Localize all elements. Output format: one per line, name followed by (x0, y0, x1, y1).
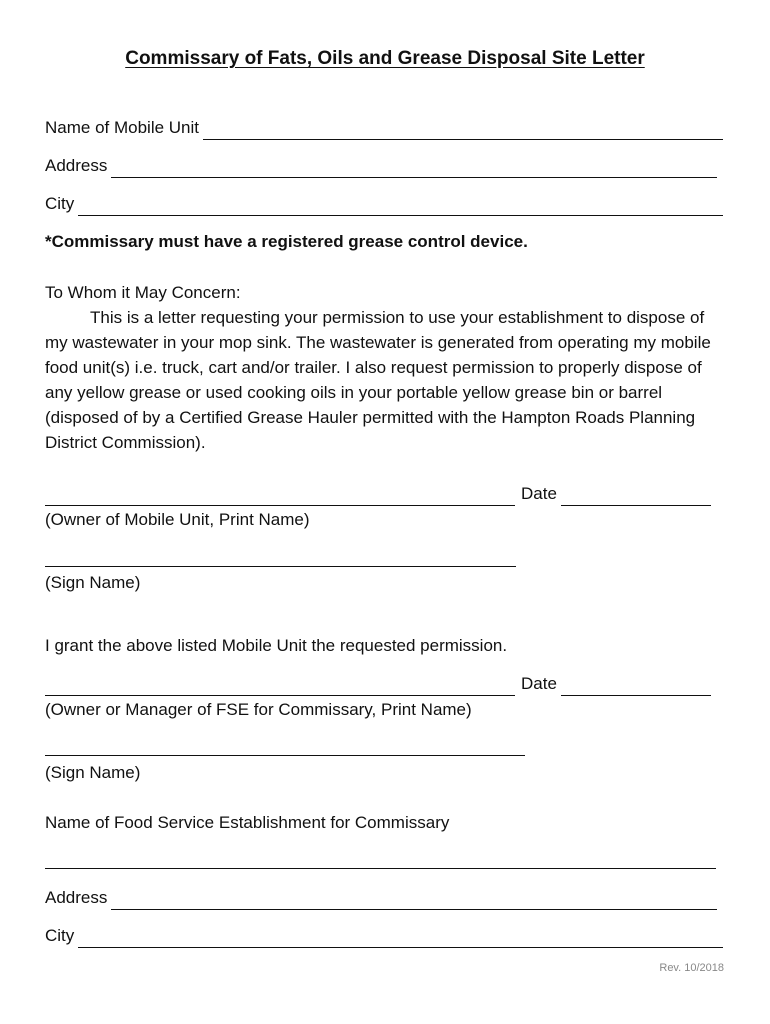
manager-date-label: Date (521, 674, 557, 693)
manager-sign-caption: (Sign Name) (45, 763, 141, 782)
mobile-unit-city-field[interactable] (45, 192, 723, 216)
mobile-unit-name-label: Name of Mobile Unit (45, 118, 200, 137)
fse-address-field[interactable] (45, 886, 717, 910)
fse-name-label: Name of Food Service Establishment for Commissary (45, 813, 450, 832)
fse-city-label: City (45, 926, 75, 945)
mobile-unit-city-line[interactable] (78, 197, 723, 216)
fse-name-line[interactable] (45, 868, 716, 869)
grease-device-notice: *Commissary must have a registered grease control device. (45, 232, 528, 251)
owner-sign-line[interactable] (45, 566, 516, 567)
manager-sign-line[interactable] (45, 755, 525, 756)
grant-statement: I grant the above listed Mobile Unit the requested permission. (45, 636, 508, 655)
owner-date-line[interactable] (561, 487, 711, 506)
revision-note: Rev. 10/2018 (659, 962, 724, 974)
document-title: Commissary of Fats, Oils and Grease Disposal Site Letter (125, 48, 645, 69)
fse-address-line[interactable] (111, 891, 717, 910)
manager-print-name-caption: (Owner or Manager of FSE for Commissary, Print Name) (45, 700, 472, 719)
fse-city-line[interactable] (78, 929, 723, 948)
owner-sign-caption: (Sign Name) (45, 573, 141, 592)
request-paragraph (45, 305, 725, 455)
mobile-unit-address-label: Address (45, 156, 108, 175)
manager-print-name-line[interactable] (45, 677, 515, 696)
owner-date-label: Date (521, 484, 557, 503)
fse-address-label: Address (45, 888, 108, 907)
mobile-unit-address-field[interactable] (45, 154, 717, 178)
owner-print-name-caption: (Owner of Mobile Unit, Print Name) (45, 510, 310, 529)
mobile-unit-name-field[interactable] (45, 116, 723, 140)
owner-print-name-row[interactable] (45, 482, 711, 506)
salutation: To Whom it May Concern: (45, 283, 241, 302)
mobile-unit-city-label: City (45, 194, 75, 213)
mobile-unit-address-line[interactable] (111, 159, 717, 178)
manager-date-line[interactable] (561, 677, 711, 696)
mobile-unit-name-line[interactable] (203, 121, 723, 140)
request-paragraph-text: This is a letter requesting your permission to use your establishment to dispose of my wastewater in your mop sink. The wastewater is generated from operating my mobile food unit(s) i.e. truck, cart and/or trailer. I also request permission to properly dispose of any yellow grease or used cooking oils in your portable yellow grease bin or barrel (disposed of by a Certified Grease Hauler permitted with the Hampton Roads Planning District Commission). (45, 308, 711, 452)
manager-print-name-row[interactable] (45, 672, 711, 696)
fse-city-field[interactable] (45, 924, 723, 948)
owner-print-name-line[interactable] (45, 487, 515, 506)
